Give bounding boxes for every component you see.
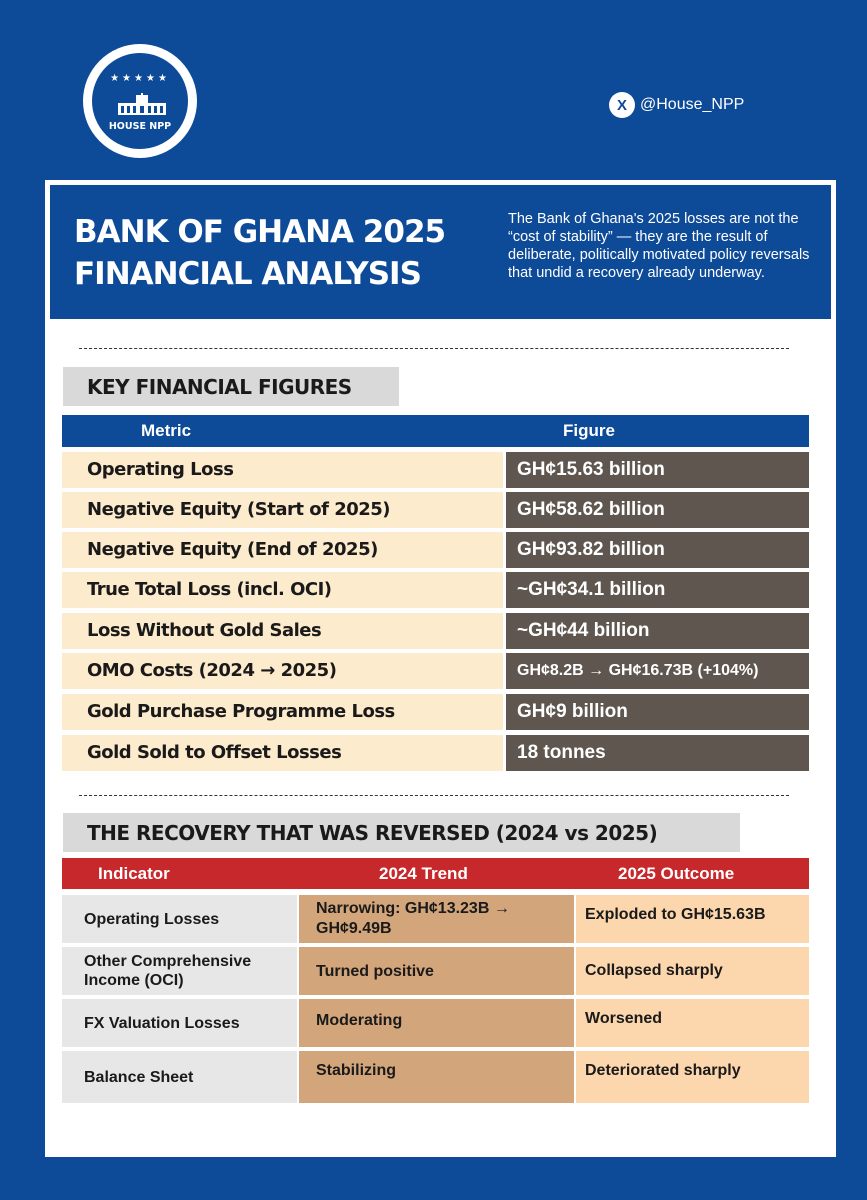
figure-cell: GH¢58.62 billion — [506, 492, 809, 528]
table-row — [62, 613, 809, 649]
metric-cell: Operating Loss — [62, 452, 503, 488]
logo-emblem — [90, 51, 190, 151]
table-row — [62, 532, 809, 568]
trend-cell: Turned positive — [299, 947, 574, 995]
table-row — [62, 1051, 809, 1103]
table-row — [62, 999, 809, 1047]
metric-cell: Gold Purchase Programme Loss — [62, 694, 503, 730]
page-title: BANK OF GHANA 2025 FINANCIAL ANALYSIS — [74, 214, 446, 292]
table-row — [62, 947, 809, 995]
indicator-cell: Operating Losses — [62, 895, 297, 943]
table-row — [62, 735, 809, 771]
metric-cell: Negative Equity (End of 2025) — [62, 532, 503, 568]
col-trend: 2024 Trend — [379, 864, 468, 883]
indicator-cell: FX Valuation Losses — [62, 999, 297, 1047]
table-row — [62, 653, 809, 689]
figure-cell: GH¢9 billion — [506, 694, 809, 730]
figure-cell: ~GH¢44 billion — [506, 613, 809, 649]
col-figure: Figure — [563, 421, 615, 440]
recovery-table-header — [62, 858, 809, 889]
indicator-cell: Other Comprehensive Income (OCI) — [62, 947, 297, 995]
logo-text: HOUSE NPP — [108, 121, 172, 132]
indicator-cell: Balance Sheet — [62, 1051, 297, 1103]
parliament-building-icon — [114, 93, 170, 117]
table-row — [62, 895, 809, 943]
recovery-heading — [63, 813, 740, 852]
trend-cell: Stabilizing — [299, 1051, 574, 1103]
divider-dashed — [79, 795, 789, 796]
figure-cell: GH¢8.2B → GH¢16.73B (+104%) — [506, 653, 809, 689]
content-card — [45, 180, 836, 1157]
metric-cell: True Total Loss (incl. OCI) — [62, 572, 503, 608]
col-indicator: Indicator — [98, 864, 170, 883]
outcome-cell: Worsened — [576, 999, 809, 1047]
outcome-cell: Exploded to GH¢15.63B — [576, 895, 809, 943]
metric-cell: Gold Sold to Offset Losses — [62, 735, 503, 771]
handle-text: @House_NPP — [640, 96, 745, 113]
recovery-heading-text: THE RECOVERY THAT WAS REVERSED (2024 vs 2025) — [87, 820, 658, 845]
divider-dashed — [79, 348, 789, 349]
key-figures-table-header — [62, 415, 809, 447]
figure-cell: ~GH¢34.1 billion — [506, 572, 809, 608]
trend-cell: Narrowing: GH¢13.23B → GH¢9.49B — [299, 895, 574, 943]
house-npp-logo — [83, 44, 197, 158]
metric-cell: OMO Costs (2024 → 2025) — [62, 653, 503, 689]
title-panel — [50, 185, 831, 319]
logo-stars-icon: ★★★★★ — [110, 73, 170, 84]
title-description: The Bank of Ghana's 2025 losses are not the “cost of stability” — they are the result of deliberate, politically motivated policy reversals that undid a recovery already underway. — [508, 211, 810, 281]
table-row — [62, 452, 809, 488]
table-row — [62, 694, 809, 730]
col-outcome: 2025 Outcome — [618, 864, 735, 883]
table-row — [62, 492, 809, 528]
key-figures-heading — [63, 367, 399, 406]
x-handle[interactable] — [609, 92, 744, 118]
figure-cell: GH¢93.82 billion — [506, 532, 809, 568]
trend-cell: Moderating — [299, 999, 574, 1047]
col-metric: Metric — [141, 421, 192, 440]
outcome-cell: Collapsed sharply — [576, 947, 809, 995]
x-twitter-icon: X — [609, 92, 635, 118]
figure-cell: GH¢15.63 billion — [506, 452, 809, 488]
outcome-cell: Deteriorated sharply — [576, 1051, 809, 1103]
metric-cell: Loss Without Gold Sales — [62, 613, 503, 649]
table-row — [62, 572, 809, 608]
figure-cell: 18 tonnes — [506, 735, 809, 771]
key-figures-heading-text: KEY FINANCIAL FIGURES — [87, 374, 352, 399]
metric-cell: Negative Equity (Start of 2025) — [62, 492, 503, 528]
